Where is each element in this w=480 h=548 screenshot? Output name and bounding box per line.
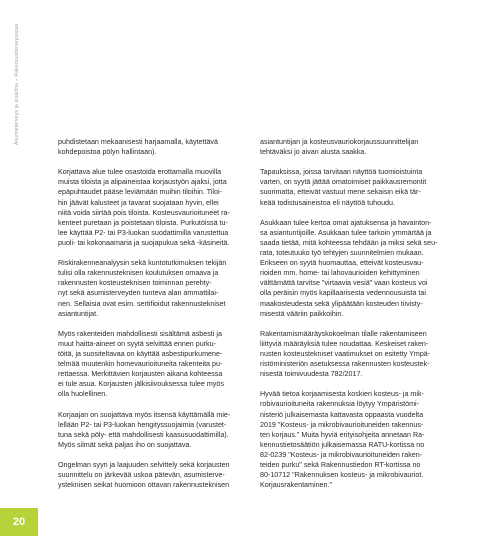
page-number-badge xyxy=(0,508,38,536)
paragraph: Myös rakenteiden mahdollisesti sisältämä asbesti ja muut haitta-aineet on syytä selvittää ennen purku- töitä, ja suositeltavaa on käyttää asbestipurkumene- telmää muutenkin homevaurioituneita rakenteita pu- rettaessa. Merkittävien korjausten aikana kohteessa ei tule asua. Korjausten jälkisiivouksessa tulee myös olla huolellinen. xyxy=(58,329,224,399)
paragraph: Korjaajan on suojattava myös itsensä käyttämällä mie- lellään P2- tai P3-luokan hengityssuojaimia (varustet- tuna sekä pöly- että mahdollisesti kaasusuodattimilla). Myös silmät sekä paljas iho on suojattava. xyxy=(58,410,231,449)
right-column xyxy=(260,137,446,500)
paragraph: Asukkaan tulee kertoa omat ajatuksensa ja havainton- sa asiantuntijoille. Asukkaan tulee tarkoin ymmärtää ja saada tietää, mitä kohteessa tehdään ja miksi sekä seu- rata, toteutuuko työ tehtyjen suunnitelmien mukaan. Erikseen on syytä huomauttaa, etteivät kosteusvau- rioiden mm. home- tai lahovaurioiden kehittyminen välttämättä tarvitse "virtaavia vesiä" vaan kosteus voi olla peräisin myös kapillaarisesta vedennousuista tai maakosteudesta sekä ylipäätään kosteuden tiivisty- misestä vääriin paikkoihin. xyxy=(260,218,438,318)
running-header xyxy=(12,5,22,145)
paragraph: Ongelman syyn ja laajuuden selvittely sekä korjausten suunnittelu on järkevää uskoa pätevän, asumisterve- ysteknisen seikat huomioon ottavan rakennusteknisen xyxy=(58,461,230,490)
running-header-text: Asumisterveys ja sisäilma – Rakennusterveysopas xyxy=(14,23,20,145)
page-number: 20 xyxy=(12,516,26,528)
left-column xyxy=(58,137,241,500)
paragraph: puhdistetaan mekaanisesti harjaamalla, käytettävä kohdepoistoa pölyn hallintaan). xyxy=(58,138,218,157)
paragraph: Korjattava alue tulee osastoida erottamalla muovilla muista tiloista ja alipaineistaa korjaustyön ajaksi, jotta epäpuhtaudet pääse leviämään muihin tiloihin. Tiloi- hin jäävät kalusteet ja tavarat suojataan hyvin, ellei niitä voida siirtää pois tiloista. Kosteusvaurioituneet ra- kenteet puretaan ja poistetaan tiloista. Purkutöissä tu- lee käyttää P2- tai P3-luokan suodattimilla varustettua puoli- tai kokonaamaria ja suojapukua sekä -käsineitä. xyxy=(58,168,230,247)
paragraph: Tapauksissa, joissa tarvitaan näyttöä tuomioistuinta varten, on syytä jättää omatoimiset paikkausremontit suorimatta, etteivät vastuut mene sekaisin eikä tär- keää todistusaineistoa eli näyttöä tuhoudu. xyxy=(260,168,427,207)
paragraph: Riskirakenneanalyysin sekä kuntotutkimuksen tekijän tulisi olla rakennusteknisen koulutuksen omaava ja rakennusten kosteusteknisen toiminnan perehty- nyt sekä asumisterveyden tunteva alan ammattilai- nen. Sellaisia ovat esim. sertifioidut rakennustekniset asiantuntijat. xyxy=(58,259,227,318)
paragraph: Rakentamismääräyskokoelman tilalle rakentamiseen liittyviä määräyksiä tulee noudattaa. Keskeiset raken- nusten kosteustekniset vaatimukset on esitetty Ympä- ristöministeriön asetuksessa rakennusten kosteustek- nisestä toimivuudesta 782/2017. xyxy=(260,329,431,379)
paragraph: asiantuntijan ja kosteusvauriokorjaussuunnittelijan tehtäväksi jo aivan alusta saakka. xyxy=(260,138,419,157)
paragraph: Hyvää tietoa korjaamisesta koskien kosteus- ja mik- robivaurioituneita rakennuksia löytyy Ympäristömi- nisteriö julkaisemasta kattavasta oppaasta vuodelta 2019 "Kosteus- ja mikrobivaurioituneiden rakennus- ten korjaus." Muita hyviä erityisohjeita annetaan Ra- kennustietosäätiön julkaisemassa RATU-kortissa no 82-0239 "Kosteus- ja mikrobivaurioituneiden raken- teiden purku" sekä Rakennustiedon RT-kortissa no 80-10712 "Rakennuksen kosteus- ja mikrobivauriot. Korjausrakentaminen." xyxy=(260,390,425,490)
